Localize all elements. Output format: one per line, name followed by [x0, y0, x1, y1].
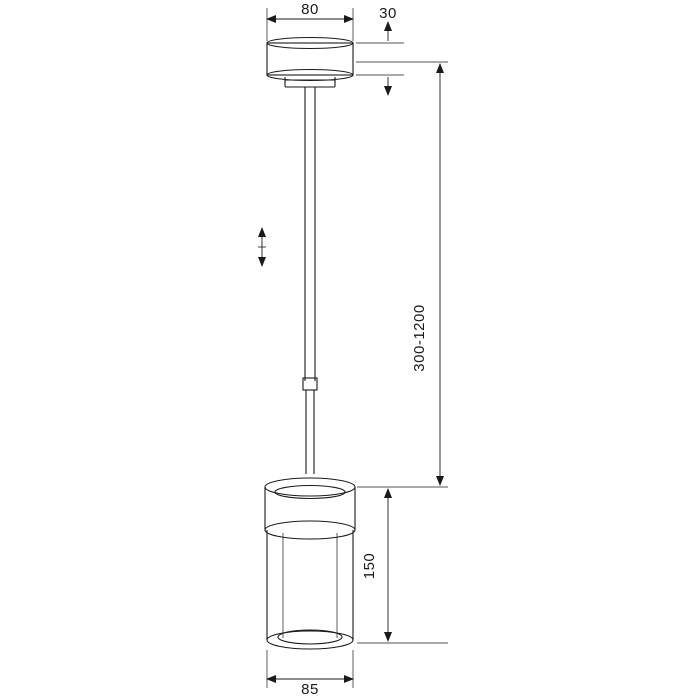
- dim-label-shade-height: 150: [361, 552, 378, 580]
- lamp-shade: [265, 478, 355, 649]
- suspension-cable: [303, 87, 317, 474]
- dim-label-shade-diameter: 85: [301, 681, 319, 698]
- dim-label-canopy-width: 80: [301, 1, 319, 18]
- product-geometry: [265, 38, 355, 650]
- dim-label-canopy-height: 30: [379, 5, 397, 22]
- ceiling-canopy: [267, 38, 353, 88]
- dim-label-suspension-length: 300-1200: [411, 304, 428, 372]
